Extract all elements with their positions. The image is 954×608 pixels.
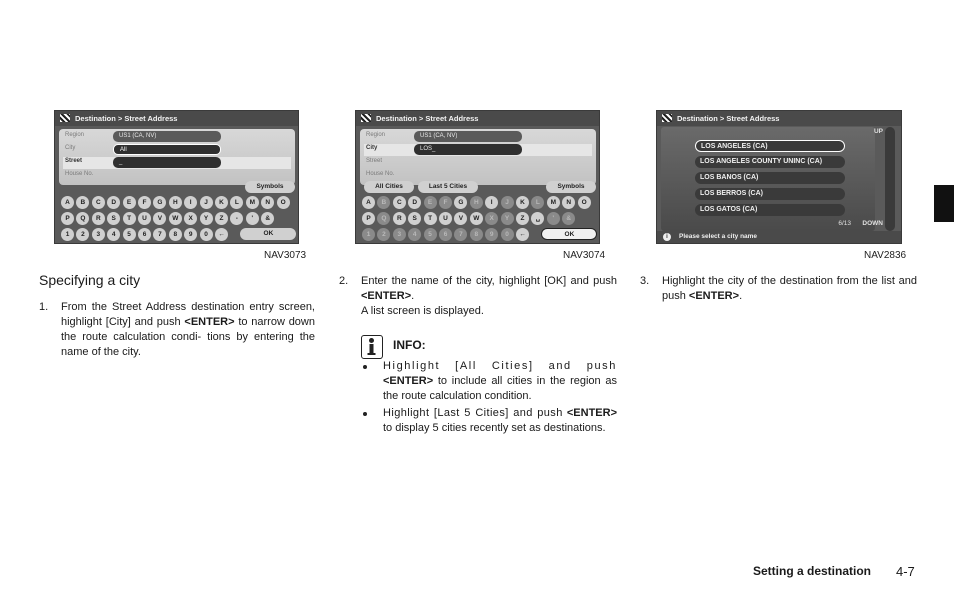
- keyboard-key[interactable]: 1: [362, 228, 375, 241]
- column-1: [39, 273, 315, 360]
- enter-key: <ENTER>: [566, 407, 617, 419]
- keyboard-key[interactable]: 9: [485, 228, 498, 241]
- page-count: 6/13: [838, 220, 851, 227]
- enter-key: <ENTER>: [383, 375, 434, 387]
- keyboard-key[interactable]: E: [424, 196, 437, 209]
- column-3: [640, 274, 917, 304]
- field-label: City: [65, 145, 76, 151]
- bullet-text: to display 5 cities recently set as destinations.: [383, 422, 606, 434]
- keyboard-key[interactable]: Z: [516, 212, 529, 225]
- caption-nav3074: NAV3074: [563, 250, 606, 261]
- keyboard-key[interactable]: 6: [138, 228, 151, 241]
- keyboard-key[interactable]: M: [246, 196, 259, 209]
- keyboard-key[interactable]: O: [277, 196, 290, 209]
- keyboard-key[interactable]: J: [200, 196, 213, 209]
- keyboard-key[interactable]: T: [123, 212, 136, 225]
- keyboard-key[interactable]: L: [531, 196, 544, 209]
- city-row[interactable]: [63, 144, 291, 156]
- keyboard-key[interactable]: S: [408, 212, 421, 225]
- keyboard-key[interactable]: N: [562, 196, 575, 209]
- screenshot-city-list: [656, 110, 902, 244]
- keyboard-key[interactable]: 4: [107, 228, 120, 241]
- keyboard-key[interactable]: 5: [123, 228, 136, 241]
- footer-section: Setting a destination: [753, 564, 872, 578]
- keyboard-key[interactable]: 2: [377, 228, 390, 241]
- step-text: Enter the name of the city, highlight [OK] and push: [361, 275, 617, 287]
- keyboard-key[interactable]: O: [578, 196, 591, 209]
- field-label: Street: [65, 158, 83, 164]
- keyboard-key[interactable]: R: [393, 212, 406, 225]
- keyboard-key[interactable]: F: [439, 196, 452, 209]
- bullet-all-cities: [361, 359, 617, 404]
- field-area: [59, 129, 295, 185]
- keyboard-key[interactable]: 2: [76, 228, 89, 241]
- keyboard-key[interactable]: 5: [424, 228, 437, 241]
- keyboard-key[interactable]: ␣: [531, 212, 544, 225]
- keyboard-key[interactable]: 4: [408, 228, 421, 241]
- keyboard-key[interactable]: Y: [200, 212, 213, 225]
- keyboard-key[interactable]: G: [454, 196, 467, 209]
- keyboard-key[interactable]: K: [516, 196, 529, 209]
- keyboard-key[interactable]: 0: [200, 228, 213, 241]
- keyboard-key[interactable]: 1: [61, 228, 74, 241]
- region-value: US1 (CA, NV): [414, 131, 522, 142]
- column-2: [339, 274, 617, 319]
- keyboard-key[interactable]: I: [485, 196, 498, 209]
- city-value: LOS_: [414, 144, 522, 155]
- city-row[interactable]: [364, 144, 592, 156]
- caption-nav3073: NAV3073: [264, 250, 307, 261]
- info-heading: INFO:: [393, 338, 426, 352]
- keyboard-key[interactable]: J: [501, 196, 514, 209]
- keyboard-key[interactable]: ←: [516, 228, 529, 241]
- keyboard-key[interactable]: ←: [215, 228, 228, 241]
- enter-key: <ENTER>: [361, 290, 412, 302]
- keyboard-key[interactable]: V: [454, 212, 467, 225]
- step-text: A list screen is displayed.: [361, 305, 484, 317]
- keyboard-key[interactable]: I: [184, 196, 197, 209]
- keyboard-key[interactable]: Y: [501, 212, 514, 225]
- keyboard-key[interactable]: 3: [92, 228, 105, 241]
- field-area: [360, 129, 596, 185]
- keyboard-key[interactable]: D: [408, 196, 421, 209]
- field-label: Street: [366, 158, 383, 164]
- keyboard-key[interactable]: 8: [470, 228, 483, 241]
- keyboard-key[interactable]: 7: [454, 228, 467, 241]
- region-row[interactable]: [63, 131, 291, 143]
- checkered-flag-icon: [662, 114, 672, 122]
- keyboard-key[interactable]: Q: [377, 212, 390, 225]
- keyboard-key[interactable]: X: [485, 212, 498, 225]
- step-number: 1.: [39, 301, 49, 313]
- step-text: Highlight the city of the destination from the list and push: [662, 275, 917, 302]
- list-item[interactable]: LOS GATOS (CA): [695, 204, 845, 216]
- keyboard-key[interactable]: S: [107, 212, 120, 225]
- checkered-flag-icon: [60, 114, 70, 122]
- keyboard-key[interactable]: 8: [169, 228, 182, 241]
- keyboard-key[interactable]: U: [439, 212, 452, 225]
- page-number: 4-7: [896, 564, 915, 579]
- region-value: US1 (CA, NV): [113, 131, 221, 142]
- keyboard-key[interactable]: R: [92, 212, 105, 225]
- keyboard-key[interactable]: E: [123, 196, 136, 209]
- step-3: [640, 274, 917, 304]
- street-row[interactable]: [63, 157, 291, 169]
- list-item[interactable]: LOS BANOS (CA): [695, 172, 845, 184]
- symbols-button[interactable]: Symbols: [245, 181, 295, 193]
- keyboard-key[interactable]: W: [470, 212, 483, 225]
- keyboard-key[interactable]: 7: [153, 228, 166, 241]
- section-heading: Specifying a city: [39, 272, 141, 288]
- keyboard-key[interactable]: &: [562, 212, 575, 225]
- keyboard-key[interactable]: 0: [501, 228, 514, 241]
- symbols-button[interactable]: Symbols: [546, 181, 596, 193]
- keyboard-key[interactable]: 9: [184, 228, 197, 241]
- step-number: 3.: [640, 275, 650, 287]
- street-row[interactable]: [364, 157, 592, 169]
- keyboard-key[interactable]: ': [246, 212, 259, 225]
- ok-button[interactable]: OK: [240, 228, 296, 240]
- step-text: From the Street Address destination entry screen, highlight [City] and push: [61, 301, 315, 328]
- keyboard-key[interactable]: 3: [393, 228, 406, 241]
- keyboard-key[interactable]: B: [76, 196, 89, 209]
- field-label: House No.: [366, 171, 395, 177]
- down-button[interactable]: DOWN: [862, 220, 883, 227]
- keyboard-key[interactable]: N: [261, 196, 274, 209]
- keyboard-key[interactable]: V: [153, 212, 166, 225]
- checkered-flag-icon: [361, 114, 371, 122]
- keyboard-key[interactable]: K: [215, 196, 228, 209]
- region-row[interactable]: [364, 131, 592, 143]
- bullet-text: to include all cities in the region as the route calculation condition.: [383, 375, 617, 402]
- keyboard-key[interactable]: T: [424, 212, 437, 225]
- keyboard-key[interactable]: X: [184, 212, 197, 225]
- keyboard-key[interactable]: C: [393, 196, 406, 209]
- keyboard-key[interactable]: Z: [215, 212, 228, 225]
- info-bullets: [361, 359, 617, 436]
- bullet-dot: [363, 412, 367, 416]
- field-label: Region: [65, 132, 85, 138]
- scrollbar[interactable]: [885, 127, 895, 231]
- step-text: to narrow down the route calculation condi- tions by entering the name of the city.: [61, 316, 315, 358]
- list-item[interactable]: LOS BERROS (CA): [695, 188, 845, 200]
- ok-button[interactable]: OK: [541, 228, 597, 240]
- keyboard-key[interactable]: P: [362, 212, 375, 225]
- street-value: _: [113, 157, 221, 168]
- list-item[interactable]: LOS ANGELES COUNTY UNINC (CA): [695, 156, 845, 168]
- caption-nav2836: NAV2836: [864, 250, 907, 261]
- last-5-cities-button[interactable]: Last 5 Cities: [418, 181, 478, 193]
- step-1: [39, 300, 315, 360]
- keyboard-key[interactable]: H: [470, 196, 483, 209]
- bullet-dot: [363, 365, 367, 369]
- step-number: 2.: [339, 275, 349, 287]
- all-cities-button[interactable]: All Cities: [364, 181, 414, 193]
- keyboard-key[interactable]: -: [230, 212, 243, 225]
- up-button[interactable]: UP: [873, 128, 883, 135]
- keyboard-key[interactable]: Q: [76, 212, 89, 225]
- screen-title: Destination > Street Address: [55, 111, 298, 126]
- info-bar: [657, 231, 901, 243]
- screen-title: Destination > Street Address: [356, 111, 599, 126]
- field-label: House No.: [65, 171, 94, 177]
- info-text: Please select a city name: [679, 233, 758, 240]
- keyboard-key[interactable]: P: [61, 212, 74, 225]
- bullet-last-5-cities: [361, 406, 617, 436]
- screenshot-city-typed: [355, 110, 600, 244]
- keyboard-key[interactable]: B: [377, 196, 390, 209]
- step-text: .: [739, 290, 743, 302]
- enter-key: <ENTER>: [184, 316, 235, 328]
- keyboard-key[interactable]: G: [153, 196, 166, 209]
- step-2: [339, 274, 617, 319]
- keyboard-key[interactable]: W: [169, 212, 182, 225]
- keyboard-key[interactable]: C: [92, 196, 105, 209]
- keyboard-key[interactable]: ': [547, 212, 560, 225]
- keyboard-key[interactable]: H: [169, 196, 182, 209]
- city-value: All: [113, 144, 221, 155]
- bullet-text: Highlight [All Cities] and push: [383, 360, 617, 372]
- keyboard-key[interactable]: F: [138, 196, 151, 209]
- screenshot-city-entry: [54, 110, 299, 244]
- field-label: City: [366, 145, 378, 151]
- keyboard-key[interactable]: 6: [439, 228, 452, 241]
- screen-title: Destination > Street Address: [657, 111, 901, 126]
- list-item[interactable]: LOS ANGELES (CA): [695, 140, 845, 152]
- chapter-tab: [934, 185, 954, 222]
- keyboard-key[interactable]: L: [230, 196, 243, 209]
- bullet-text: Highlight [Last 5 Cities] and push: [383, 407, 563, 419]
- keyboard-key[interactable]: A: [61, 196, 74, 209]
- info-icon: i: [663, 233, 671, 241]
- keyboard-key[interactable]: &: [261, 212, 274, 225]
- keyboard-key[interactable]: A: [362, 196, 375, 209]
- step-text: .: [411, 290, 415, 302]
- enter-key: <ENTER>: [688, 290, 740, 302]
- info-icon: [361, 335, 383, 359]
- field-label: Region: [366, 132, 386, 138]
- keyboard-key[interactable]: U: [138, 212, 151, 225]
- keyboard-key[interactable]: D: [107, 196, 120, 209]
- keyboard-key[interactable]: M: [547, 196, 560, 209]
